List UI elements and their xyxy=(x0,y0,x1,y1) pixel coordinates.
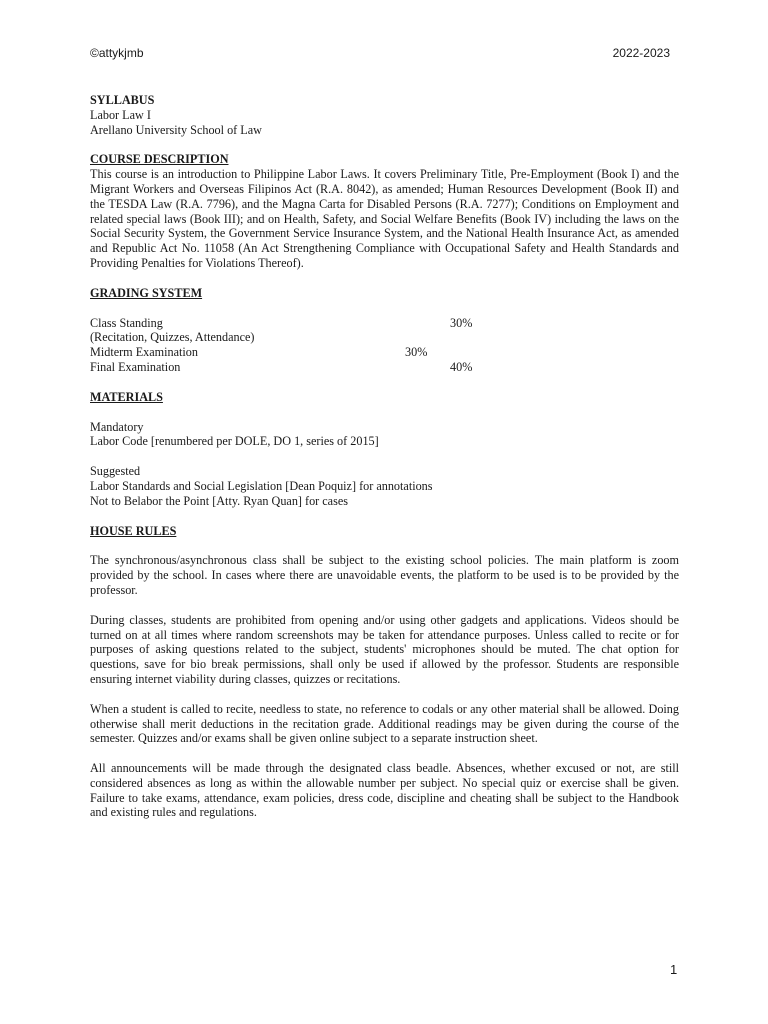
grading-row xyxy=(90,316,679,331)
grading-row-percent: 30% xyxy=(450,315,473,330)
page-number: 1 xyxy=(670,962,678,977)
suggested-label: Suggested xyxy=(90,464,141,479)
grading-row-label: Class Standing xyxy=(90,315,163,330)
materials-heading: MATERIALS xyxy=(90,389,163,404)
academic-year: 2022-2023 xyxy=(612,46,670,60)
school-name: Arellano University School of Law xyxy=(90,122,262,137)
document-body xyxy=(90,93,679,820)
course-description-section xyxy=(90,152,679,270)
house-rules-paragraph: The synchronous/asynchronous class shall be subject to the existing school policies. The main platform is zoom provided by the school. In cases where there are unavoidable events, the platform to be used is to be provided by the professor. xyxy=(90,553,679,597)
house-rules-paragraph: During classes, students are prohibited from opening and/or using other gadgets and applications. Videos should be turned on at all times where random screenshots may be taken for attendance purposes. Unless called to recite or for purposes of asking questions related to the subject, students' microphones should be muted. The chat option for questions, save for bio break permissions, shall only be used if allowed by the professor. Students are responsible ensuring internet viability during classes, quizzes or recitations. xyxy=(90,612,679,686)
materials-section xyxy=(90,390,679,509)
grading-row xyxy=(90,345,679,360)
grading-row xyxy=(90,330,679,345)
course-description-text: This course is an introduction to Philippine Labor Laws. It covers Preliminary Title, Pre-Employment (Book I) and the Migrant Workers and Overseas Filipinos Act (R.A. 8042), as amended; Human Resources Development (Book II) and the TESDA Law (R.A. 7796), and the Magna Carta for Disabled Persons (R.A. 7277); Conditions on Employment and related special laws (Book III); and on Health, Safety, and Social Welfare Benefits (Book IV) including the laws on the Social Security System, the Government Service Insurance System, and the National Health Insurance Act, as amended and Republic Act No. 11058 (An Act Strengthening Compliance with Occupational Safety and Health Standards and Providing Penalties for Violations Thereof). xyxy=(90,167,679,270)
mandatory-item: Labor Code [renumbered per DOLE, DO 1, series of 2015] xyxy=(90,434,379,449)
course-name: Labor Law I xyxy=(90,107,151,122)
grading-row-percent: 40% xyxy=(450,359,473,374)
house-rules-paragraph: When a student is called to recite, needless to state, no reference to codals or any other material shall be allowed. Doing otherwise shall merit deductions in the recitation grade. Additional readings may be given during the course of the semester. Quizzes and/or exams shall be given online subject to a separate instruction sheet. xyxy=(90,701,679,746)
copyright-text: ©attykjmb xyxy=(90,46,144,60)
suggested-item: Not to Belabor the Point [Atty. Ryan Quan] for cases xyxy=(90,493,348,508)
title-block xyxy=(90,93,679,137)
grading-system-section xyxy=(90,286,679,375)
page-header xyxy=(90,46,670,66)
grading-row-percent: 30% xyxy=(405,345,428,360)
house-rules-section xyxy=(90,524,679,821)
grading-row-label: (Recitation, Quizzes, Attendance) xyxy=(90,330,255,345)
house-rules-paragraph: All announcements will be made through the designated class beadle. Absences, whether excused or not, are still considered absences as long as within the allowable number per subject. No special quiz or exercise shall be given. Failure to take exams, attendance, exam policies, dress code, discipline and cheating shall be subject to the Handbook and existing rules and regulations. xyxy=(90,761,679,820)
mandatory-label: Mandatory xyxy=(90,419,144,434)
grading-row-label: Midterm Examination xyxy=(90,345,198,360)
grading-row xyxy=(90,360,679,375)
grading-row-label: Final Examination xyxy=(90,359,181,374)
grading-system-heading: GRADING SYSTEM xyxy=(90,285,203,300)
document-title: SYLLABUS xyxy=(90,93,155,107)
suggested-item: Labor Standards and Social Legislation [Dean Poquiz] for annotations xyxy=(90,478,433,493)
house-rules-heading: HOUSE RULES xyxy=(90,523,177,538)
course-description-heading: COURSE DESCRIPTION xyxy=(90,152,229,167)
